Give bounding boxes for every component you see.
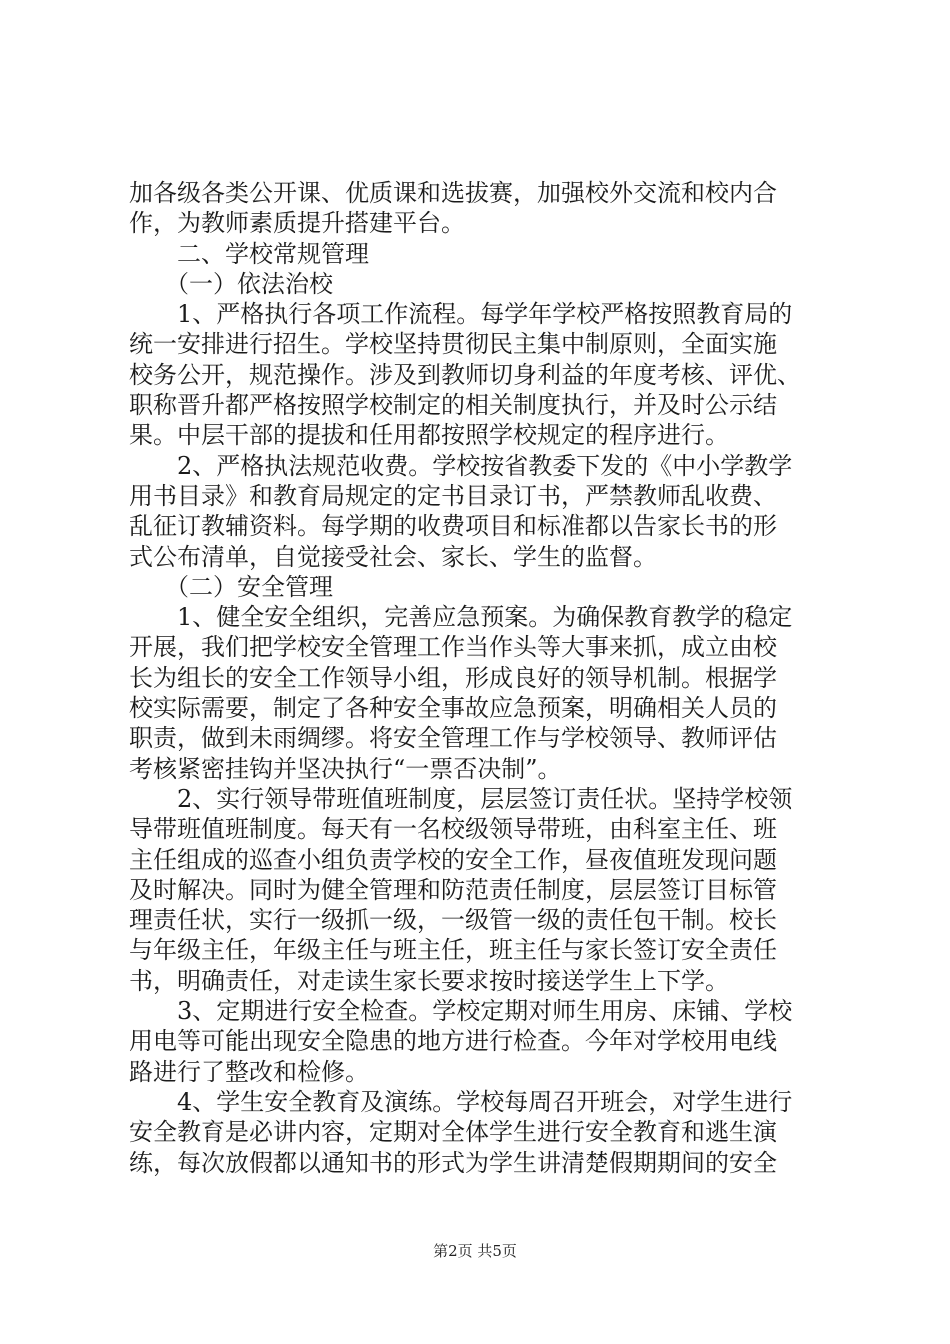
text-line: 路进行了整改和检修。: [129, 1057, 369, 1086]
text-line: 校实际需要，制定了各种安全事故应急预案，明确相关人员的: [129, 694, 777, 723]
text-line: 及时解决。同时为健全管理和防范责任制度，层层签订目标管: [129, 875, 777, 904]
text-line: 1、健全安全组织，完善应急预案。为确保教育教学的稳定: [129, 603, 793, 632]
text-line: 校务公开，规范操作。涉及到教师切身利益的年度考核、评优、: [129, 360, 801, 389]
text-line: 理责任状，实行一级抓一级，一级管一级的责任包干制。校长: [129, 906, 777, 935]
document-body: [129, 178, 831, 1178]
text-line: 书，明确责任，对走读生家长要求按时接送学生上下学。: [129, 966, 729, 995]
text-line: 2、严格执法规范收费。学校按省教委下发的《中小学教学: [129, 451, 793, 480]
text-line: 与年级主任，年级主任与班主任，班主任与家长签订安全责任: [129, 936, 777, 965]
text-line: 职责，做到未雨绸缪。将安全管理工作与学校领导、教师评估: [129, 724, 777, 753]
text-line: 考核紧密挂钩并坚决执行“一票否决制”。: [129, 754, 562, 783]
text-line: 加各级各类公开课、优质课和选拔赛，加强校外交流和校内合: [129, 179, 777, 207]
text-line: （二）安全管理: [129, 572, 333, 601]
text-line: 长为组长的安全工作领导小组，形成良好的领导机制。根据学: [129, 663, 777, 692]
text-line: 用书目录》和教育局规定的定书目录订书，严禁教师乱收费、: [129, 481, 777, 510]
text-line: 4、学生安全教育及演练。学校每周召开班会，对学生进行: [129, 1087, 793, 1116]
text-line: 式公布清单，自觉接受社会、家长、学生的监督。: [129, 542, 657, 571]
text-line: 统一安排进行招生。学校坚持贯彻民主集中制原则，全面实施: [129, 330, 777, 359]
text-line: 开展，我们把学校安全管理工作当作头等大事来抓，成立由校: [129, 633, 777, 662]
text-line: 二、学校常规管理: [129, 239, 369, 268]
text-line: 2、实行领导带班值班制度，层层签订责任状。坚持学校领: [129, 784, 793, 813]
text-line: 1、严格执行各项工作流程。每学年学校严格按照教育局的: [129, 300, 793, 329]
text-line: 练，每次放假都以通知书的形式为学生讲清楚假期期间的安全: [129, 1148, 777, 1177]
text-line: 作，为教师素质提升搭建平台。: [129, 209, 465, 238]
page-footer: 第2页 共5页: [433, 1242, 517, 1260]
text-line: 果。中层干部的提拔和任用都按照学校规定的程序进行。: [129, 421, 729, 450]
text-line: 乱征订教辅资料。每学期的收费项目和标准都以告家长书的形: [129, 512, 777, 541]
text-line: 主任组成的巡查小组负责学校的安全工作，昼夜值班发现问题: [129, 845, 777, 874]
text-line: （一）依法治校: [129, 269, 333, 298]
text-line: 安全教育是必讲内容，定期对全体学生进行安全教育和逃生演: [129, 1118, 777, 1147]
text-line: 导带班值班制度。每天有一名校级领导带班，由科室主任、班: [129, 815, 777, 844]
text-line: 3、定期进行安全检查。学校定期对师生用房、床铺、学校: [129, 997, 793, 1026]
text-line: 用电等可能出现安全隐患的地方进行检查。今年对学校用电线: [129, 1027, 777, 1056]
text-line: 职称晋升都严格按照学校制定的相关制度执行，并及时公示结: [129, 391, 777, 420]
